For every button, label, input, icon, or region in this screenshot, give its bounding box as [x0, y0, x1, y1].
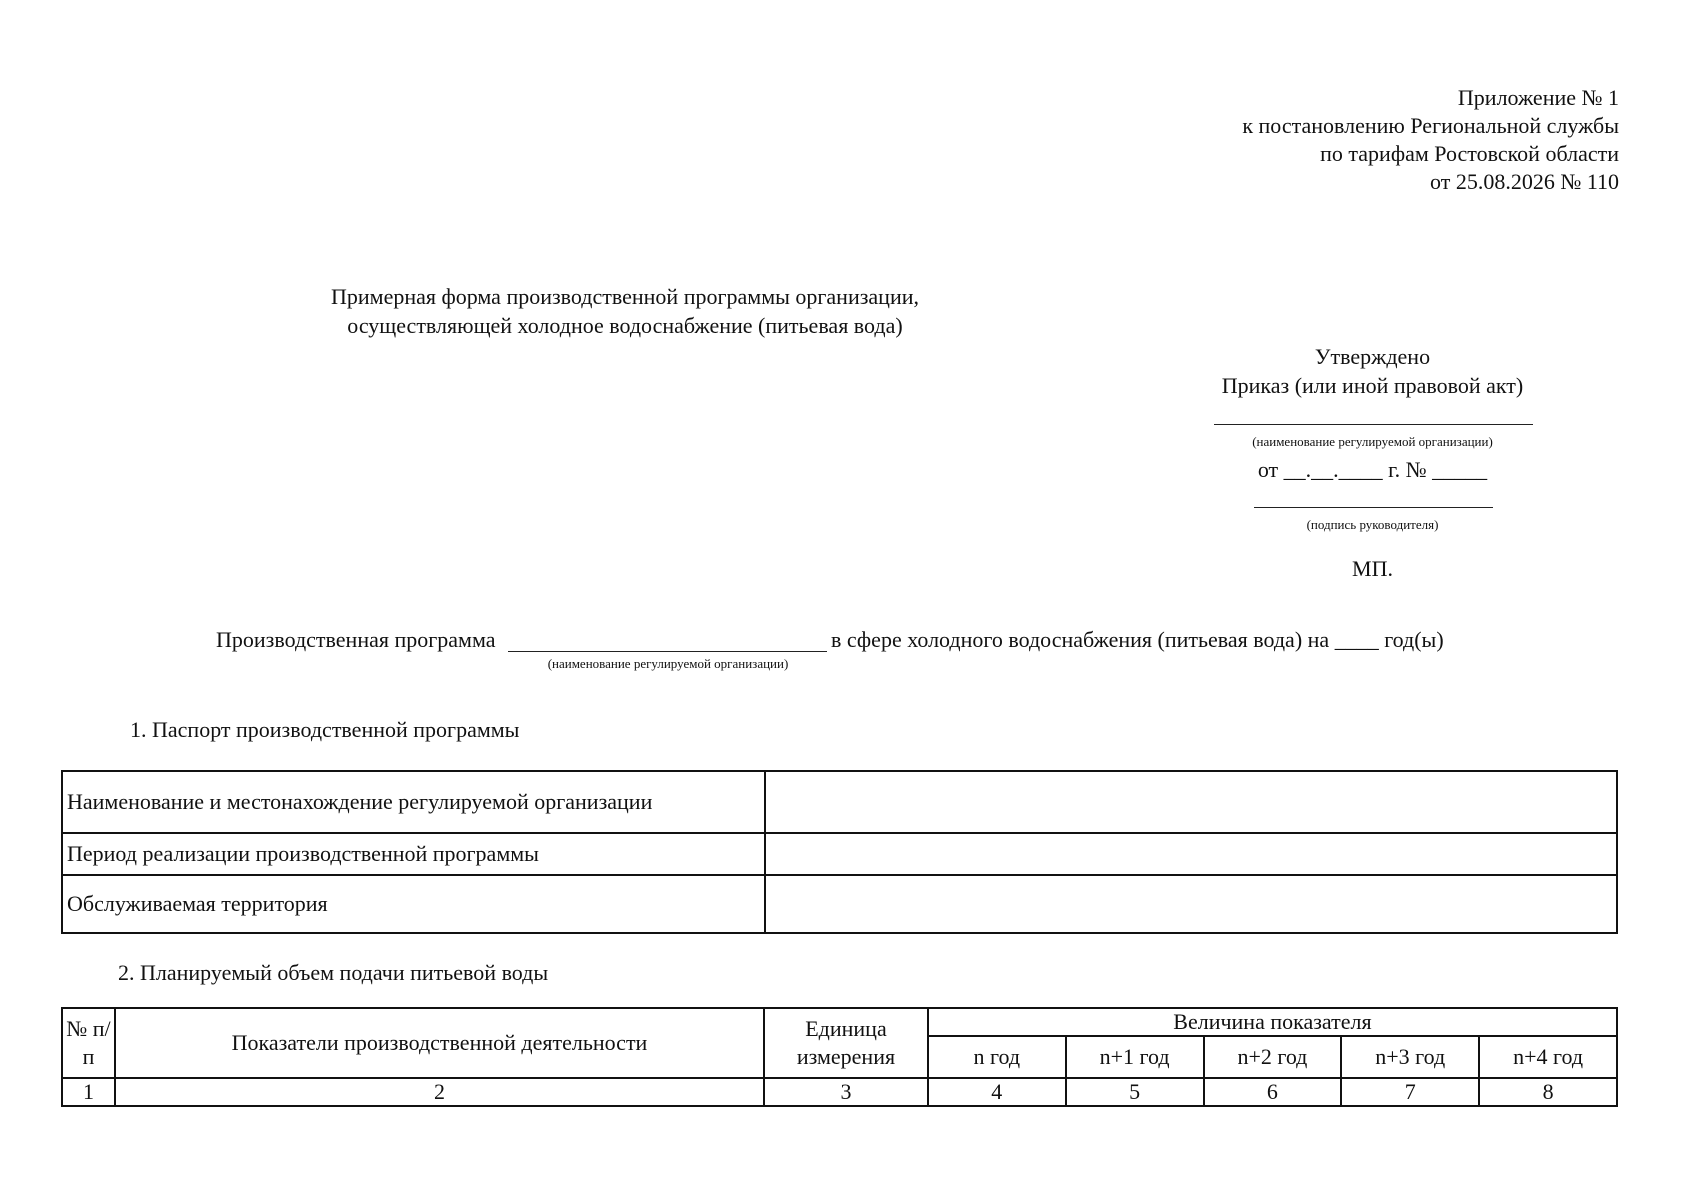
passport-value[interactable] — [765, 875, 1617, 933]
column-number: 7 — [1341, 1078, 1479, 1106]
program-suffix: в сфере холодного водоснабжения (питьевая вода) на ____ год(ы) — [831, 627, 1444, 652]
header-year: n+2 год — [1204, 1036, 1342, 1078]
volume-table — [61, 1007, 1618, 1107]
passport-label: Обслуживаемая территория — [62, 875, 765, 933]
program-prefix: Производственная программа — [216, 627, 496, 652]
form-title-line2: осуществляющей холодное водоснабжение (питьевая вода) — [347, 313, 903, 338]
annex-authority: по тарифам Ростовской области — [1320, 141, 1619, 166]
passport-label: Наименование и местонахождение регулируемой организации — [62, 771, 765, 833]
order-label: Приказ (или иной правовой акт) — [1221, 373, 1524, 398]
program-org-line[interactable] — [508, 651, 827, 652]
section1-title: 1. Паспорт производственной программы — [130, 717, 520, 742]
annex-block — [1242, 84, 1619, 196]
header-year: n+4 год — [1479, 1036, 1617, 1078]
signature-caption: (подпись руководителя) — [1306, 517, 1439, 532]
form-title-line1: Примерная форма производственной программы организации, — [330, 284, 920, 309]
header-unit: Единица измерения — [764, 1008, 928, 1078]
passport-label: Период реализации производственной программы — [62, 833, 765, 875]
column-number: 3 — [764, 1078, 928, 1106]
approval-date-line: от __.__.____ г. № _____ — [1257, 457, 1488, 482]
approved-label: Утверждено — [1314, 344, 1431, 369]
table-row — [62, 875, 1617, 933]
org-name-line[interactable] — [1214, 424, 1533, 425]
column-number: 1 — [62, 1078, 115, 1106]
annex-decree: к постановлению Региональной службы — [1242, 113, 1619, 138]
section2-title: 2. Планируемый объем подачи питьевой воды — [118, 960, 549, 985]
header-value-group: Величина показателя — [928, 1008, 1617, 1036]
passport-value[interactable] — [765, 771, 1617, 833]
approval-block — [1195, 342, 1550, 400]
passport-table — [61, 770, 1618, 934]
column-number: 4 — [928, 1078, 1066, 1106]
table-header-row — [62, 1008, 1617, 1036]
column-number: 5 — [1066, 1078, 1204, 1106]
form-title — [0, 282, 1250, 340]
column-number: 2 — [115, 1078, 764, 1106]
table-row — [62, 833, 1617, 875]
passport-value[interactable] — [765, 833, 1617, 875]
header-year: n+1 год — [1066, 1036, 1204, 1078]
header-indicators: Показатели производственной деятельности — [115, 1008, 764, 1078]
program-org-caption: (наименование регулируемой организации) — [547, 656, 789, 671]
signature-line[interactable] — [1254, 507, 1493, 508]
table-row — [62, 771, 1617, 833]
header-year: n год — [928, 1036, 1066, 1078]
stamp-label: МП. — [1352, 556, 1393, 581]
header-num: № п/п — [62, 1008, 115, 1078]
column-number: 8 — [1479, 1078, 1617, 1106]
column-number: 6 — [1204, 1078, 1342, 1106]
header-year: n+3 год — [1341, 1036, 1479, 1078]
annex-number: Приложение № 1 — [1457, 85, 1619, 110]
annex-date: от 25.08.2026 № 110 — [1430, 169, 1619, 194]
org-name-caption: (наименование регулируемой организации) — [1252, 434, 1493, 449]
table-row — [62, 1078, 1617, 1106]
